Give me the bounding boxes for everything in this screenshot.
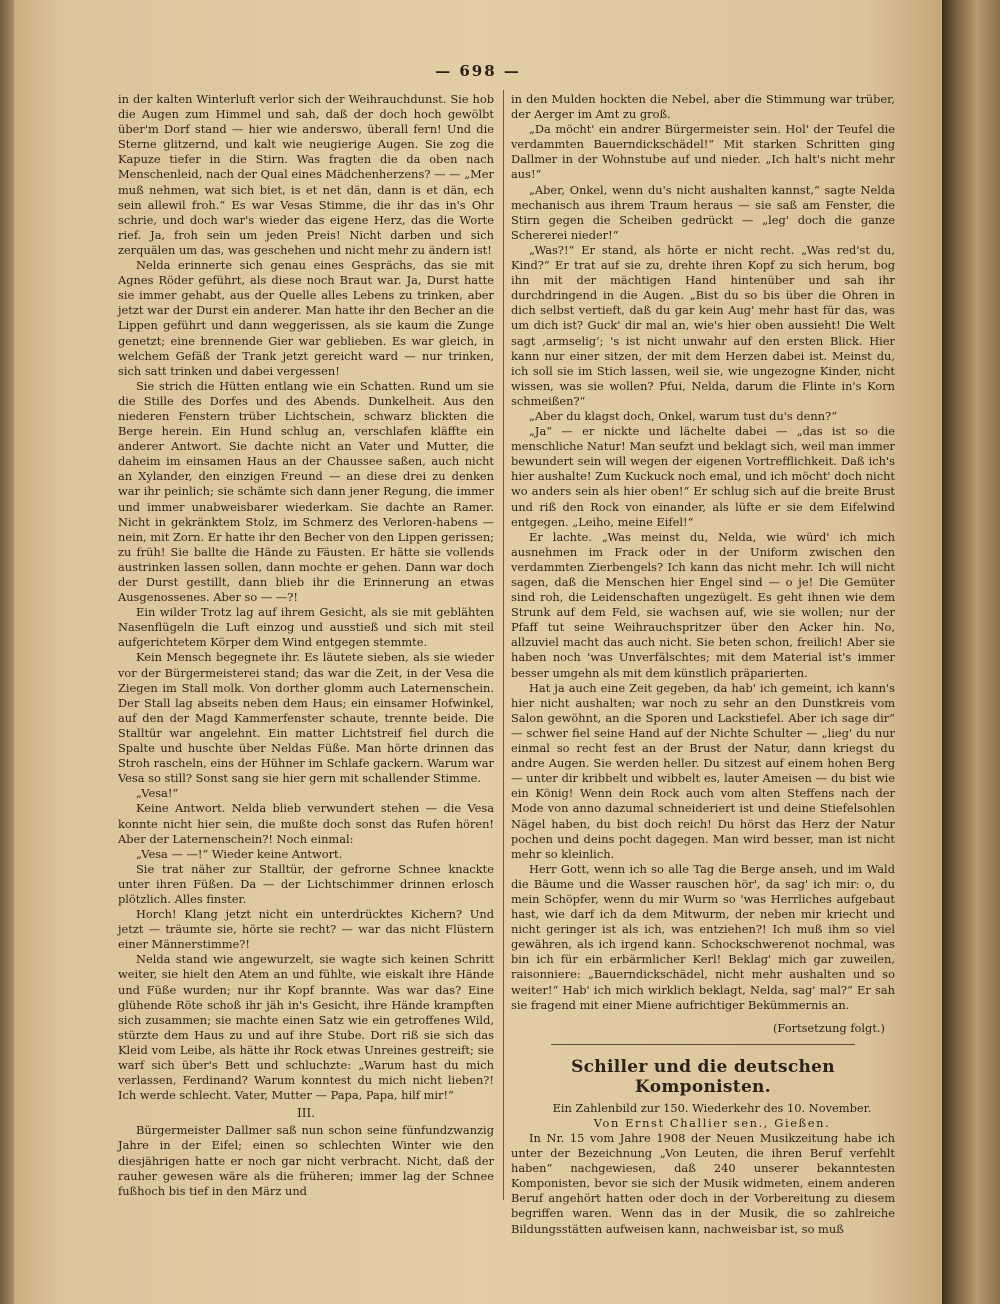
chapter-number: III. bbox=[296, 1106, 316, 1121]
article-author: Von Ernst Challier sen., Gießen. bbox=[593, 1115, 831, 1130]
next-page-edge bbox=[942, 0, 1000, 1304]
right-column bbox=[511, 92, 895, 1237]
paragraph: Sie trat näher zur Stalltür, der gefrorne Schnee knackte unter ihren Füßen. Da — der Lichtschimmer drinnen erlosch plötzlich. Alles finster. bbox=[118, 861, 494, 906]
paragraph: „Ja“ — er nickte und lächelte dabei — „das ist so die menschliche Natur! Man seufzt und beklagt sich, weil man immer bewundert sein will wegen der eigenen Vortrefflichkeit. Daß ich's hier aushalte! Zum Kuckuck noch emal, und ich möcht' doch nicht wo anders sein als hier oben!“ Er schlug sich auf die breite Brust und riß den Rock von einander, als lüfte er sie dem Eifelwind entgegen. „Leiho, meine Eifel!“ bbox=[511, 424, 895, 529]
paragraph: Nelda erinnerte sich genau eines Gesprächs, das sie mit Agnes Röder geführt, als diese noch Braut war. Ja, Durst hatte sie immer gehabt, aus der Quelle alles Lebens zu trinken, aber jetzt war der Durst ein anderer. Man hatte ihr den Becher an die Lippen geführt und dann weggerissen, als sie kaum die Zunge genetzt; eine brennende Gier war geblieben. Es war gleich, in welchem Gefäß der Trank jetzt gereicht ward — nur trinken, sich satt trinken und dabei vergessen! bbox=[118, 258, 494, 378]
paragraph: „Aber, Onkel, wenn du's nicht aushalten kannst,“ sagte Nelda mechanisch aus ihrem Traum heraus — sie saß am Fenster, die Stirn gegen die Scheiben gedrückt — „leg' doch die ganze Schererei nieder!“ bbox=[511, 182, 895, 242]
article-body: In Nr. 15 vom Jahre 1908 der Neuen Musikzeitung habe ich unter der Bezeichnung „Von Leuten, die ihren Beruf verfehlt haben“ nachgewiesen, daß 240 unserer bekanntesten Komponisten, bevor sie sich der Musik widmeten, einem anderen Beruf angehört hatten oder doch in der Vorbereitung zu diesem begriffen waren. Wenn das in der Musik, die so zahlreiche Bildungsstätten aufweisen kann, nachweisbar ist, so muß bbox=[511, 1131, 895, 1236]
paragraph: Horch! Klang jetzt nicht ein unterdrücktes Kichern? Und jetzt — träumte sie, hörte sie recht? — war das nicht Flüstern einer Männerstimme?! bbox=[118, 907, 494, 952]
paragraph: Herr Gott, wenn ich so alle Tag die Berge anseh, und im Wald die Bäume und die Wasser rauschen hör', da sag' ich mir: o, du mein Schöpfer, wenn du mir Wurm so 'was Herrliches aufgebaut hast, wie darf ich da dem Mitwurm, der neben mir kriecht und nicht geringer ist als ich, was entziehen?! Ich muß ihm so viel gewähren, als ich irgend kann. Schockschwerenot nochmal, was bin ich für ein erbärmlicher Kerl! Beklag' mich gar zuweilen, raisonniere: „Bauerndickschädel, nicht mehr aushalten und so weiter!“ Hab' ich mich wirklich beklagt, Nelda, sag' mal?“ Er sah sie fragend mit einer Miene aufrichtiger Bekümmernis an. bbox=[511, 861, 895, 1012]
article-subtitle: Ein Zahlenbild zur 150. Wiederkehr des 10. November. bbox=[552, 1100, 872, 1115]
column-divider bbox=[503, 90, 504, 1200]
paragraph: Keine Antwort. Nelda blieb verwundert stehen — die Vesa konnte nicht hier sein, die mußte doch sonst das Rufen hören! Aber der Laternenschein?! Noch einmal: bbox=[118, 801, 494, 846]
paragraph: „Vesa!“ bbox=[136, 786, 179, 801]
binding-shadow bbox=[0, 0, 14, 1304]
newspaper-page bbox=[14, 0, 942, 1304]
paragraph: Bürgermeister Dallmer saß nun schon seine fünfundzwanzig Jahre in der Eifel; einen so schlechten Winter wie den diesjährigen hatte er noch gar nicht verbracht. Nicht, daß der rauher gewesen wäre als die früheren; immer lag der Schnee fußhoch bis tief in den März und bbox=[118, 1123, 494, 1198]
continuation-note: (Fortsetzung folgt.) bbox=[772, 1020, 885, 1035]
paragraph: Sie strich die Hütten entlang wie ein Schatten. Rund um sie die Stille des Dorfes und des Abends. Dunkelheit. Aus den niederen Fenstern trüber Lichtschein, schwarz blickten die Berge herein. Ein Hund schlug an, verschlafen kläffte ein anderer Antwort. Sie dachte nicht an Vater und Mutter, die daheim im einsamen Haus an der Chaussee saßen, auch nicht an Xylander, den einzigen Freund — an diese drei zu denken war ihr peinlich; sie schämte sich dann jener Regung, die immer und immer unabweisbarer wiederkam. Sie dachte an Ramer. Nicht in gekränktem Stolz, im Schmerz des Verloren-habens — nein, mit Zorn. Er hatte ihr den Becher von den Lippen gerissen; zu früh! Sie ballte die Hände zu Fäusten. Er hätte sie vollends austrinken lassen sollen, dann mochte er gehen. Dann war doch der Durst gestillt, dann blieb ihr die Erinnerung an etwas Ausgenossenes. Aber so — —?! bbox=[118, 378, 494, 605]
left-column bbox=[118, 92, 494, 1199]
article-separator bbox=[551, 1044, 855, 1045]
paragraph: Kein Mensch begegnete ihr. Es läutete sieben, als sie wieder vor der Bürgermeisterei stand; das war die Zeit, in der Vesa die Ziegen im Stall molk. Von dorther glomm auch Laternenschein. Der Stall lag abseits neben dem Haus; ein einsamer Hofwinkel, auf den der Magd Kammerfenster schaute, trennte beide. Die Stalltür war angelehnt. Ein matter Lichtstreif fiel durch die Spalte und huschte über Neldas Füße. Man hörte drinnen das Stroh rascheln, eins der Hühner im Schlafe gackern. Warum war Vesa so still? Sonst sang sie hier gern mit schallender Stimme. bbox=[118, 650, 494, 786]
page-number: — 698 — bbox=[435, 62, 521, 80]
paragraph: in den Mulden hockten die Nebel, aber die Stimmung war trüber, der Aerger im Amt zu groß. bbox=[511, 92, 895, 122]
paragraph: „Aber du klagst doch, Onkel, warum tust du's denn?“ bbox=[529, 408, 838, 423]
paragraph: Nelda stand wie angewurzelt, sie wagte sich keinen Schritt weiter, sie hielt den Atem an und fühlte, wie eiskalt ihre Hände und Füße wurden; nur ihr Kopf brannte. Was war das? Eine glühende Röte schoß ihr jäh in's Gesicht, ihre Hände krampften sich zusammen; sie machte einen Satz wie ein getroffenes Wild, stürzte dem Haus zu und auf ihre Stube. Dort riß sie sich das Kleid vom Leibe, als hätte ihr Rock etwas Unreines gestreift; sie warf sich über's Bett und schluchzte: „Warum hast du mich verlassen, Ferdinand? Warum konntest du mich nicht lieben?! Ich werde schlecht. Vater, Mutter — Papa, Papa, hilf mir!“ bbox=[118, 952, 494, 1103]
paragraph: in der kalten Winterluft verlor sich der Weihrauchdunst. Sie hob die Augen zum Himmel und sah, daß der doch hoch gewölbt über'm Dorf stand — hier wie anderswo, überall fern! Und die Sterne glitzernd, und kalt wie neugierige Augen. Sie zog die Kapuze tiefer in die Stirn. Was fragten die da oben nach Menschenleid, nach der Qual eines Mädchenherzens? — — „Mer muß nehmen, wat sich biet, is et net dän, dann is et dän, ech sein allewil froh.“ Es war Vesas Stimme, die ihr das in's Ohr schrie, und doch war's wieder das eigene Herz, das die Worte rief. Ja, froh sein um jeden Preis! Nicht darben und sich zerquälen um das, was geschehen und nicht mehr zu ändern ist! bbox=[118, 92, 494, 257]
paragraph: Er lachte. „Was meinst du, Nelda, wie würd' ich mich ausnehmen im Frack oder in der Uniform zwischen den verdammten Zierbengels? Ich kann das nicht mehr. Ich will nicht sagen, daß die Menschen hier Engel sind — o je! Die Gemüter sind roh, die Leidenschaften ungezügelt. Es geht ihnen wie dem Strunk auf dem Feld, sie wachsen auf, wie sie wollen; nur der Pfaff tut seine Weihrauchspritzer über den Acker hin. No, allzuviel macht das auch nicht. Sie beten schon, freilich! Aber sie haben noch 'was Unverfälschtes; mit dem Material ist's immer besser umgehn als mit dem künstlich präparierten. bbox=[511, 529, 895, 680]
paragraph: „Da möcht' ein andrer Bürgermeister sein. Hol' der Teufel die verdammten Bauerndickschädel!“ Mit starken Schritten ging Dallmer in der Wohnstube auf und nieder. „Ich halt's nicht mehr aus!“ bbox=[511, 122, 895, 182]
paragraph: „Vesa — —!“ Wieder keine Antwort. bbox=[136, 846, 343, 861]
paragraph: Hat ja auch eine Zeit gegeben, da hab' ich gemeint, ich kann's hier nicht aushalten; war noch zu sehr an den Dunstkreis vom Salon gewöhnt, an die Sporen und Lackstiefel. Aber ich sage dir“ — schwer fiel seine Hand auf der Nichte Schulter — „lieg' du nur einmal so recht fest an der Brust der Natur, dann kriegst du andre Augen. Sie werden heller. Du sitzest auf einem hohen Berg — unter dir kribbelt und wibbelt es, lauter Ameisen — du bist wie ein König! Wenn dein Rock auch vom alten Steffens nach der Mode von anno dazumal schneideriert ist und deine Stiefelsohlen Nägel haben, du bist doch reich! Du hörst das Herz der Natur pochen und deins pocht dagegen. Man wird besser, man ist nicht mehr so kleinlich. bbox=[511, 680, 895, 861]
paragraph: „Was?!“ Er stand, als hörte er nicht recht. „Was red'st du, Kind?“ Er trat auf sie zu, drehte ihren Kopf zu sich herum, bog ihn mit der mächtigen Hand hintenüber und sah ihr durchdringend in die Augen. „Bist du so bis über die Ohren in dich selbst vertieft, daß du gar kein Aug' mehr hast für das, was um dich ist? Guck' dir mal an, wie's hier oben aussieht! Die Welt sagt ‚armselig‘; 's ist nicht unwahr auf den ersten Blick. Hier kann nur einer sitzen, der mit dem Herzen dabei ist. Meinst du, ich soll sie im Stich lassen, weil sie, wie ungezogne Kinder, nicht wissen, was sie wollen? Pfui, Nelda, darum die Flinte in's Korn schmeißen?“ bbox=[511, 242, 895, 408]
paragraph: Ein wilder Trotz lag auf ihrem Gesicht, als sie mit geblähten Nasenflügeln die Luft einzog und ausstieß und sich mit steil aufgerichtetem Körper dem Wind entgegen stemmte. bbox=[118, 605, 494, 650]
article-title: Schiller und die deutschen Komponisten. bbox=[571, 1056, 835, 1097]
